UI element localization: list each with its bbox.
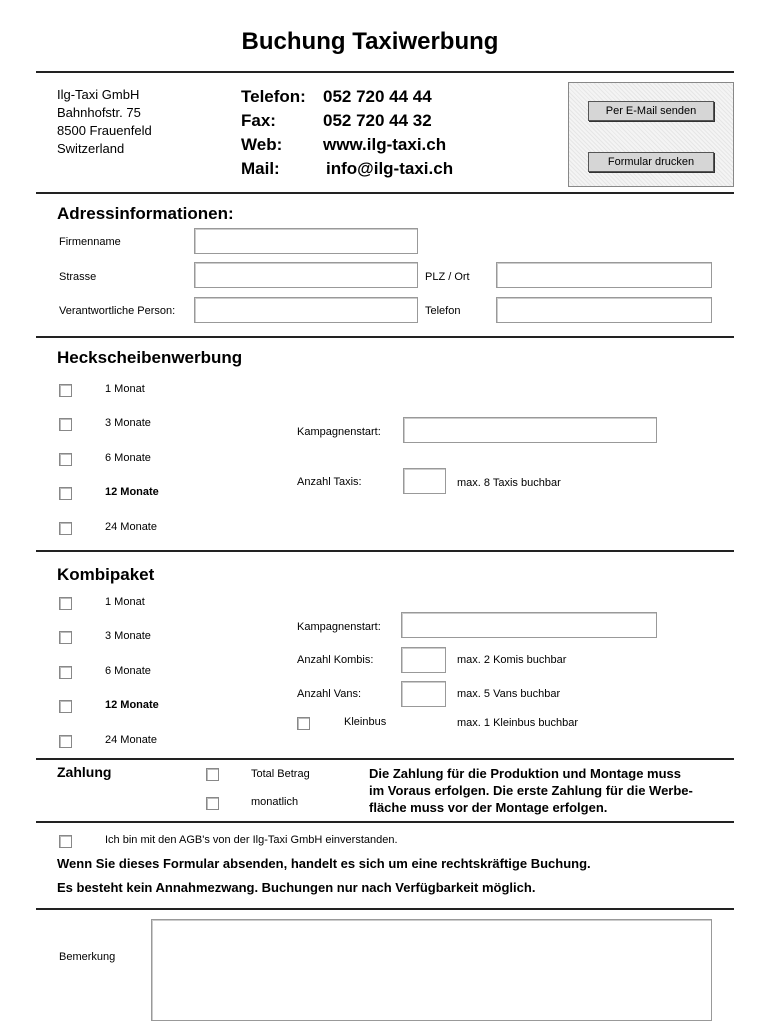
kombi-24-monate-label: 24 Monate [105,734,157,746]
anzahl-vans-label: Anzahl Vans: [297,688,362,700]
email-send-button[interactable]: Per E-Mail senden [588,101,714,121]
zahlung-heading: Zahlung [57,764,112,780]
divider [36,550,734,552]
monatlich-label: monatlich [251,796,299,808]
zahlung-note-line: im Voraus erfolgen. Die erste Zahlung für die Werbe- [369,783,693,798]
heck-3-monate-checkbox[interactable] [59,418,72,431]
strasse-input[interactable] [194,262,418,288]
max-taxis-note: max. 8 Taxis buchbar [457,477,561,489]
heck-24-monate-checkbox[interactable] [59,522,72,535]
divider [36,192,734,194]
contact-mail-label: Mail: [241,159,280,178]
heck-1-monat-label: 1 Monat [105,383,145,395]
agb-label: Ich bin mit den AGB's von der Ilg-Taxi GmbH einverstanden. [105,834,398,846]
plz-ort-label: PLZ / Ort [425,271,470,283]
anzahl-kombis-input[interactable] [401,647,446,673]
contact-web-label: Web: [241,135,283,154]
page-title: Buchung Taxiwerbung [241,28,499,55]
company-city: 8500 Frauenfeld [57,123,152,138]
kombi-heading: Kombipaket [57,565,155,584]
divider [36,71,734,73]
zahlung-note-line: Die Zahlung für die Produktion und Montage muss [369,766,681,781]
bemerkung-label: Bemerkung [59,951,116,963]
agb-warning-line-2: Es besteht kein Annahmezwang. Buchungen nur nach Verfügbarkeit möglich. [57,880,536,895]
max-kleinbus-note: max. 1 Kleinbus buchbar [457,717,579,729]
kombi-3-monate-label: 3 Monate [105,630,151,642]
anzahl-taxis-input[interactable] [403,468,446,494]
contact-telefon-label: Telefon: [241,87,306,106]
heck-heading: Heckscheibenwerbung [57,348,243,367]
heck-24-monate-label: 24 Monate [105,521,157,533]
kombi-12-monate-checkbox[interactable] [59,700,72,713]
heck-1-monat-checkbox[interactable] [59,384,72,397]
contact-mail-value: info@ilg-taxi.ch [326,159,454,178]
kleinbus-checkbox[interactable] [297,717,310,730]
agb-warning-line-1: Wenn Sie dieses Formular absenden, handelt es sich um eine rechtskräftige Buchung. [57,856,591,871]
anzahl-vans-input[interactable] [401,681,446,707]
contact-fax-label: Fax: [241,111,276,130]
action-panel [568,82,734,187]
strasse-label: Strasse [59,271,97,283]
kombi-1-monat-checkbox[interactable] [59,597,72,610]
company-street: Bahnhofstr. 75 [57,105,141,120]
max-vans-note: max. 5 Vans buchbar [457,688,561,700]
zahlung-note [369,765,693,816]
divider [36,821,734,823]
kombi-12-monate-label: 12 Monate [105,699,159,711]
telefon-input[interactable] [496,297,712,323]
kombi-3-monate-checkbox[interactable] [59,631,72,644]
kombi-1-monat-label: 1 Monat [105,596,145,608]
max-kombis-note: max. 2 Komis buchbar [457,654,567,666]
zahlung-note-line: fläche muss vor der Montage erfolgen. [369,800,608,815]
kombi-6-monate-checkbox[interactable] [59,666,72,679]
contact-fax-value: 052 720 44 32 [323,111,432,130]
heck-kampagnenstart-input[interactable] [403,417,657,443]
heck-6-monate-checkbox[interactable] [59,453,72,466]
contact-web-value: www.ilg-taxi.ch [323,135,447,154]
total-betrag-label: Total Betrag [251,768,310,780]
bemerkung-textarea[interactable] [151,919,712,1021]
heck-12-monate-checkbox[interactable] [59,487,72,500]
monatlich-checkbox[interactable] [206,797,219,810]
heck-12-monate-label: 12 Monate [105,486,159,498]
kleinbus-label: Kleinbus [344,716,387,728]
firmenname-input[interactable] [194,228,418,254]
company-name: Ilg-Taxi GmbH [57,87,140,102]
anzahl-taxis-label: Anzahl Taxis: [297,476,362,488]
divider [36,758,734,760]
kombi-kampagnenstart-label: Kampagnenstart: [297,621,381,633]
kombi-24-monate-checkbox[interactable] [59,735,72,748]
address-heading: Adressinformationen: [57,204,234,223]
firmenname-label: Firmenname [59,236,121,248]
contact-telefon-value: 052 720 44 44 [323,87,432,106]
print-form-button[interactable]: Formular drucken [588,152,714,172]
telefon-label: Telefon [425,305,461,317]
kombi-6-monate-label: 6 Monate [105,665,151,677]
plz-ort-input[interactable] [496,262,712,288]
agb-checkbox[interactable] [59,835,72,848]
total-betrag-checkbox[interactable] [206,768,219,781]
person-input[interactable] [194,297,418,323]
company-address [57,86,152,158]
kombi-kampagnenstart-input[interactable] [401,612,657,638]
company-country: Switzerland [57,141,125,156]
heck-6-monate-label: 6 Monate [105,452,151,464]
person-label: Verantwortliche Person: [59,305,176,317]
heck-3-monate-label: 3 Monate [105,417,151,429]
anzahl-kombis-label: Anzahl Kombis: [297,654,374,666]
heck-kampagnenstart-label: Kampagnenstart: [297,426,381,438]
divider [36,908,734,910]
divider [36,336,734,338]
